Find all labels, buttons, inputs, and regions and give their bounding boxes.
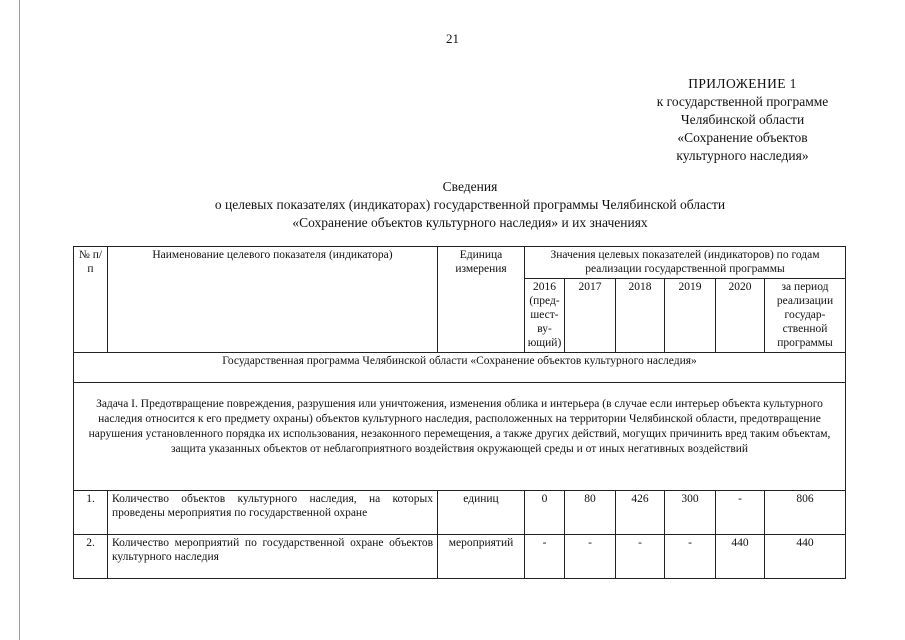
- heading-line: «Сохранение объектов культурного наследия» и их значениях: [292, 215, 648, 230]
- row-value-2017: 80: [565, 491, 616, 535]
- header-total-period: за период реализации государ-ственной программы: [765, 279, 846, 353]
- header-unit: Единица измерения: [438, 247, 525, 353]
- row-value-2018: -: [616, 535, 665, 579]
- task-row: Задача I. Предотвращение повреждения, разрушения или уничтожения, изменения облика и интерьера (в случае если интерьер объекта культурного наследия относится к его предмету охраны) объектов культурного наследия, расположенных на территории Челябинской области, предотвращение нарушения установленного порядка их использования, незаконного перемещения, а также других действий, могущих причинить вред таким объектам, защита указанных объектов от неблагоприятного воздействия окружающей среды и от иных негативных воздействий: [74, 383, 846, 491]
- row-num: 1.: [74, 491, 108, 535]
- header-year-2018: 2018: [616, 279, 665, 353]
- row-value-2017: -: [565, 535, 616, 579]
- row-value-2016: -: [525, 535, 565, 579]
- row-value-2020: 440: [716, 535, 765, 579]
- header-year-2016: 2016 (пред-шест-ву-ющий): [525, 279, 565, 353]
- header-year-2019: 2019: [665, 279, 716, 353]
- header-values-group: Значения целевых показателей (индикатоpов) по годам реализации государственной программы: [525, 247, 846, 279]
- document-heading: [140, 178, 800, 232]
- row-value-2018: 426: [616, 491, 665, 535]
- appendix-line: Челябинской области: [680, 112, 805, 127]
- row-value-2016: 0: [525, 491, 565, 535]
- indicators-table: [73, 246, 846, 579]
- appendix-title: ПРИЛОЖЕНИЕ 1: [688, 76, 797, 91]
- row-unit: мероприятий: [438, 535, 525, 579]
- row-num: 2.: [74, 535, 108, 579]
- scan-edge-line: [19, 0, 20, 640]
- page-number: 21: [446, 31, 459, 46]
- appendix-line: культурного наследия»: [676, 148, 809, 163]
- row-value-2019: 300: [665, 491, 716, 535]
- row-unit: единиц: [438, 491, 525, 535]
- header-year-2020: 2020: [716, 279, 765, 353]
- row-value-total: 440: [765, 535, 846, 579]
- header-num: № п/п: [74, 247, 108, 353]
- row-value-2019: -: [665, 535, 716, 579]
- row-value-total: 806: [765, 491, 846, 535]
- appendix-block: [610, 75, 875, 165]
- heading-title: Сведения: [442, 179, 498, 194]
- heading-line: о целевых показателях (индикаторах) государственной программы Челябинской области: [214, 197, 726, 212]
- header-name: Наименование целевого показателя (индикатора): [108, 247, 438, 353]
- appendix-line: «Сохранение объектов: [677, 130, 808, 145]
- appendix-line: к государственной программе: [656, 94, 829, 109]
- row-value-2020: -: [716, 491, 765, 535]
- row-indicator-name: Количество объектов культурного наследия, на которых проведены мероприятия по государственной охране: [108, 491, 438, 535]
- header-year-2017: 2017: [565, 279, 616, 353]
- row-indicator-name: Количество мероприятий по государственной охране объектов культурного наследия: [108, 535, 438, 579]
- program-row: Государственная программа Челябинской области «Сохранение объектов культурного наследия»: [74, 353, 846, 383]
